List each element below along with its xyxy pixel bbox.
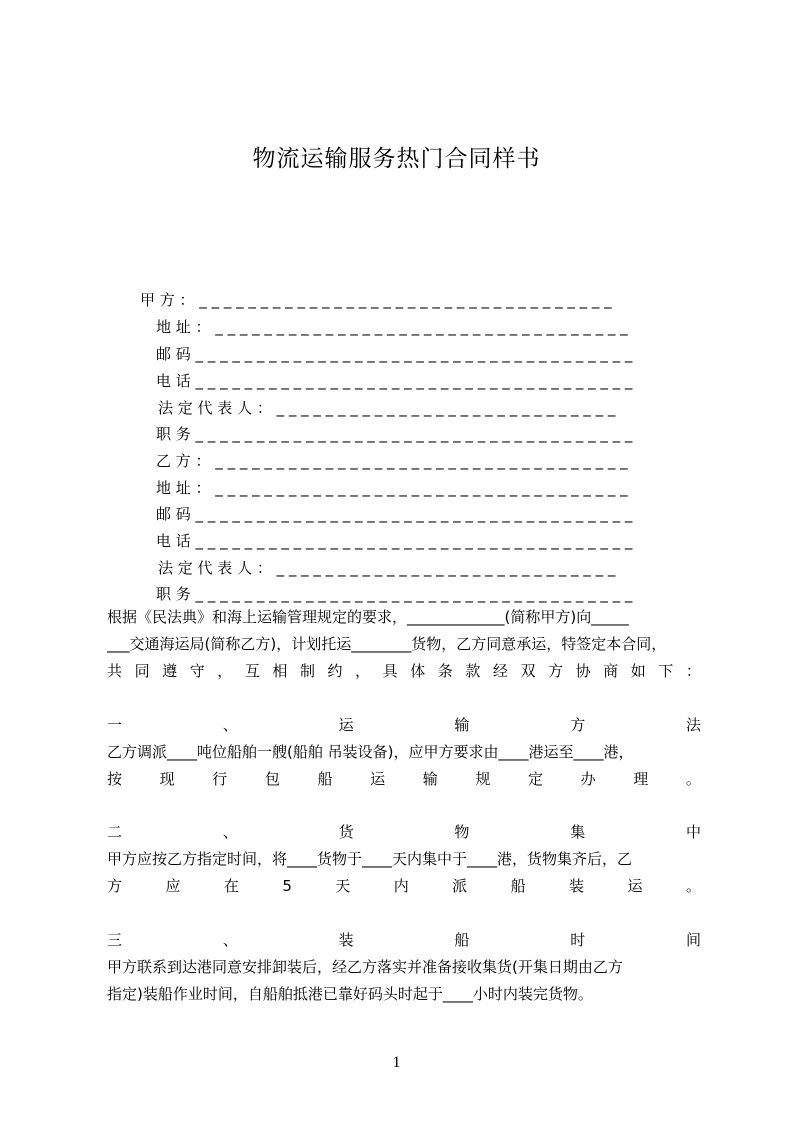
- char: 法: [685, 716, 701, 734]
- intro-paragraph: [107, 604, 701, 685]
- intro-line: ___交通海运局(简称乙方)，计划托运________货物，乙方同意承运，特签定本合同，: [107, 635, 667, 653]
- char: 一: [107, 716, 123, 734]
- char: 商: [603, 662, 619, 680]
- char: 共: [107, 662, 123, 680]
- char: 时: [570, 931, 586, 949]
- party-b-representative-field: 法 定 代 表 人 ： _ _ _ _ _ _ _ _ _ _ _ _ _ _ _ _ _ _ _ _ _ _ _ _ _ _ _ _: [158, 559, 616, 577]
- party-b-address-field: 地 址 ： _ _ _ _ _ _ _ _ _ _ _ _ _ _ _ _ _ _ _ _ _ _ _ _ _ _ _ _ _ _ _ _ _ _: [156, 479, 628, 497]
- section-2: [107, 819, 701, 900]
- char: 条: [437, 662, 453, 680]
- char: 二: [107, 823, 123, 841]
- char: 相: [272, 662, 288, 680]
- char: 遵: [162, 662, 178, 680]
- section-heading: [107, 712, 701, 739]
- char: 货: [338, 823, 354, 841]
- section-3: [107, 927, 701, 1008]
- char: 。: [685, 770, 701, 788]
- char: 输: [422, 770, 438, 788]
- char: 理: [633, 770, 649, 788]
- section-heading: [107, 927, 701, 954]
- char: 如: [630, 662, 646, 680]
- char: 双: [520, 662, 536, 680]
- party-a-position-field: 职 务 _ _ _ _ _ _ _ _ _ _ _ _ _ _ _ _ _ _ _ _ _ _ _ _ _ _ _ _ _ _ _ _ _ _ _ _: [156, 425, 633, 443]
- section-line: 乙方调派____吨位船舶一艘(船舶 吊装设备)，应甲方要求由____港运至____港，: [107, 743, 634, 761]
- char: 在: [223, 877, 239, 895]
- char: 制: [299, 662, 315, 680]
- section-heading: [107, 819, 701, 846]
- char: 集: [570, 823, 586, 841]
- char: ，: [217, 662, 233, 680]
- party-a-name-field: 甲 方 ： _ _ _ _ _ _ _ _ _ _ _ _ _ _ _ _ _ _ _ _ _ _ _ _ _ _ _ _ _ _ _ _ _ _: [140, 291, 612, 309]
- char: 船: [510, 877, 526, 895]
- section-line: 指定)装船作业时间，自船舶抵港已靠好码头时起于____小时内装完货物。: [107, 985, 593, 1003]
- char: 体: [410, 662, 426, 680]
- char: 装: [569, 877, 585, 895]
- char: 同: [134, 662, 150, 680]
- char: 守: [189, 662, 205, 680]
- char: 运: [338, 716, 354, 734]
- char: 经: [492, 662, 508, 680]
- document-title: 物流运输服务热门合同样书: [252, 146, 541, 172]
- char: 款: [465, 662, 481, 680]
- section-line: 甲方应按乙方指定时间，将____货物于____天内集中于____港，货物集齐后，乙: [107, 850, 633, 868]
- section-line-justified: [107, 766, 701, 793]
- party-b-name-field: 乙 方 ： _ _ _ _ _ _ _ _ _ _ _ _ _ _ _ _ _ _ _ _ _ _ _ _ _ _ _ _ _ _ _ _ _ _: [156, 452, 628, 470]
- char: 内: [393, 877, 409, 895]
- char: 办: [580, 770, 596, 788]
- char: 运: [370, 770, 386, 788]
- party-b-phone-field: 电 话 _ _ _ _ _ _ _ _ _ _ _ _ _ _ _ _ _ _ _ _ _ _ _ _ _ _ _ _ _ _ _ _ _ _ _ _: [156, 532, 633, 550]
- char: 按: [107, 770, 123, 788]
- party-a-postcode-field: 邮 码 _ _ _ _ _ _ _ _ _ _ _ _ _ _ _ _ _ _ _ _ _ _ _ _ _ _ _ _ _ _ _ _ _ _ _ _: [156, 345, 633, 363]
- char: 输: [454, 716, 470, 734]
- char: 物: [454, 823, 470, 841]
- char: 天: [335, 877, 351, 895]
- char: 、: [222, 931, 238, 949]
- char: 行: [212, 770, 228, 788]
- party-b-position-field: 职 务 _ _ _ _ _ _ _ _ _ _ _ _ _ _ _ _ _ _ _ _ _ _ _ _ _ _ _ _ _ _ _ _ _ _ _ _: [156, 585, 633, 603]
- char: 装: [338, 931, 354, 949]
- party-a-representative-field: 法 定 代 表 人 ： _ _ _ _ _ _ _ _ _ _ _ _ _ _ _ _ _ _ _ _ _ _ _ _ _ _ _ _: [158, 399, 616, 417]
- char: 互: [244, 662, 260, 680]
- char: 船: [317, 770, 333, 788]
- party-a-phone-field: 电 话 _ _ _ _ _ _ _ _ _ _ _ _ _ _ _ _ _ _ _ _ _ _ _ _ _ _ _ _ _ _ _ _ _ _ _ _: [156, 372, 633, 390]
- char: 协: [575, 662, 591, 680]
- char: 方: [570, 716, 586, 734]
- party-a-address-field: 地 址 ： _ _ _ _ _ _ _ _ _ _ _ _ _ _ _ _ _ _ _ _ _ _ _ _ _ _ _ _ _ _ _ _ _ _: [156, 318, 628, 336]
- char: ：: [685, 662, 701, 680]
- char: 约: [327, 662, 343, 680]
- char: 间: [685, 931, 701, 949]
- char: 下: [658, 662, 674, 680]
- party-b-postcode-field: 邮 码 _ _ _ _ _ _ _ _ _ _ _ _ _ _ _ _ _ _ _ _ _ _ _ _ _ _ _ _ _ _ _ _ _ _ _ _: [156, 505, 633, 523]
- char: 。: [685, 877, 701, 895]
- char: 方: [548, 662, 564, 680]
- intro-line-justified: [107, 658, 701, 685]
- section-line-justified: [107, 873, 701, 900]
- char: ，: [355, 662, 371, 680]
- char: 船: [454, 931, 470, 949]
- char: 具: [382, 662, 398, 680]
- char: 方: [107, 877, 123, 895]
- intro-line: 根据《民法典》和海上运输管理规定的要求，_____________(简称甲方)向_____: [107, 608, 629, 626]
- page-number: 1: [392, 1054, 401, 1071]
- char: 运: [627, 877, 643, 895]
- char: 定: [528, 770, 544, 788]
- char: 规: [475, 770, 491, 788]
- char: 5: [282, 877, 292, 895]
- section-line: 甲方联系到达港同意安排卸装后，经乙方落实并准备接收集货(开集日期由乙方: [107, 958, 623, 976]
- section-1: [107, 712, 701, 793]
- char: 应: [165, 877, 181, 895]
- char: 三: [107, 931, 123, 949]
- char: 派: [452, 877, 468, 895]
- char: 现: [159, 770, 175, 788]
- char: 、: [222, 716, 238, 734]
- char: 中: [685, 823, 701, 841]
- char: 包: [264, 770, 280, 788]
- char: 、: [222, 823, 238, 841]
